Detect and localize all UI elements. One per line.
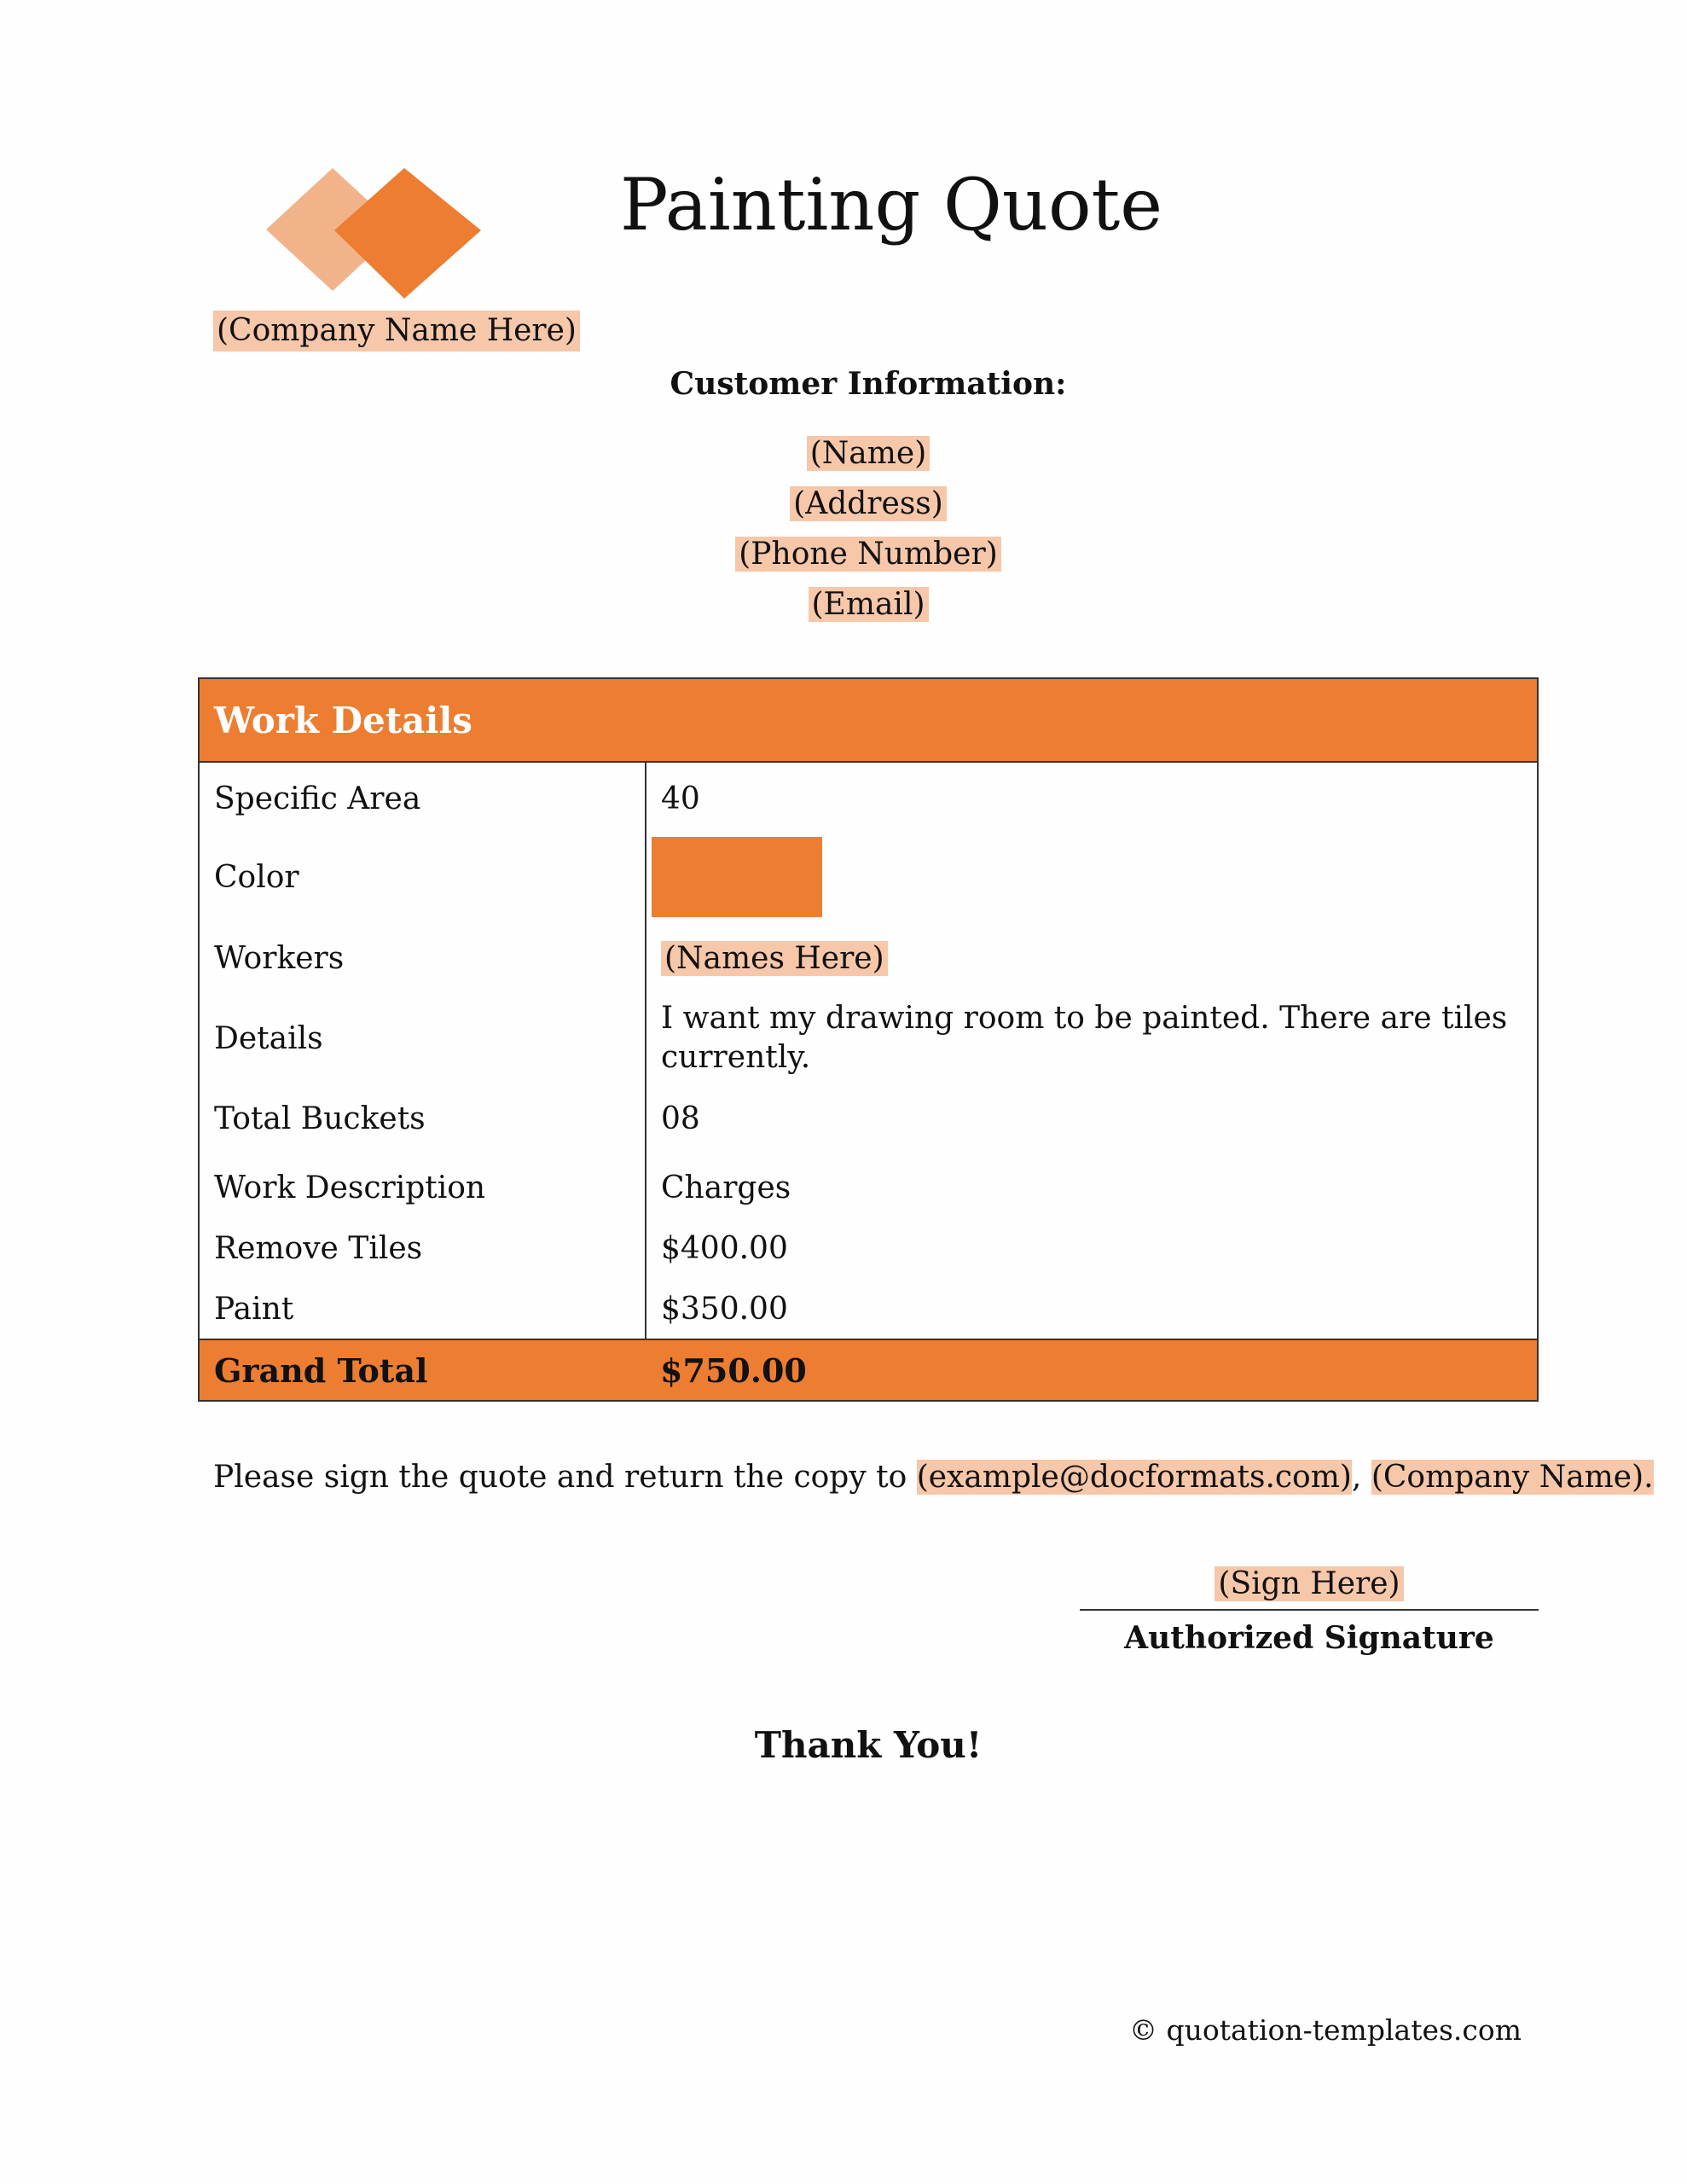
row-label: Workers xyxy=(199,919,646,997)
color-swatch[interactable] xyxy=(652,837,822,917)
table-row xyxy=(199,1218,1538,1279)
page-title: Painting Quote xyxy=(620,163,1162,247)
color-cell[interactable] xyxy=(646,835,1538,919)
table-row xyxy=(199,762,1538,835)
customer-info-block xyxy=(0,428,1687,630)
return-separator: , xyxy=(1351,1460,1371,1495)
customer-name-field[interactable]: (Name) xyxy=(807,436,930,471)
customer-phone-field[interactable]: (Phone Number) xyxy=(735,537,1001,572)
row-label: Work Description xyxy=(199,1158,646,1218)
row-label: Total Buckets xyxy=(199,1079,646,1158)
row-value[interactable]: 08 xyxy=(646,1079,1538,1158)
copyright-text: © quotation-templates.com xyxy=(1129,2013,1522,2047)
workers-field[interactable]: (Names Here) xyxy=(661,941,888,976)
table-row xyxy=(199,919,1538,997)
customer-address-field[interactable]: (Address) xyxy=(790,486,947,521)
row-value[interactable]: $350.00 xyxy=(646,1279,1538,1339)
row-label: Paint xyxy=(199,1279,646,1339)
grand-total-row xyxy=(199,1339,1538,1401)
row-value[interactable]: 40 xyxy=(646,762,1538,835)
sign-here-field[interactable]: (Sign Here) xyxy=(1215,1566,1403,1601)
customer-email-field[interactable]: (Email) xyxy=(809,587,929,622)
authorized-signature-label: Authorized Signature xyxy=(1124,1620,1494,1656)
table-row xyxy=(199,997,1538,1079)
signature-area xyxy=(1080,1563,1539,1606)
table-row xyxy=(199,1279,1538,1339)
row-value[interactable]: Charges xyxy=(646,1158,1538,1218)
row-value[interactable]: $400.00 xyxy=(646,1218,1538,1279)
table-row xyxy=(199,835,1538,919)
return-company-field[interactable]: (Company Name). xyxy=(1371,1460,1654,1495)
workers-cell xyxy=(646,919,1538,997)
return-email-field[interactable]: (example@docformats.com) xyxy=(916,1460,1352,1495)
row-label: Color xyxy=(199,835,646,919)
row-label: Remove Tiles xyxy=(199,1218,646,1279)
table-row xyxy=(199,1079,1538,1158)
customer-info-heading: Customer Information: xyxy=(670,366,1067,402)
return-prefix: Please sign the quote and return the copy to xyxy=(213,1460,917,1495)
signature-line xyxy=(1080,1609,1539,1611)
company-name-placeholder[interactable]: (Company Name Here) xyxy=(213,311,580,351)
work-details-table xyxy=(198,677,1539,1402)
row-value[interactable]: I want my drawing room to be painted. There are tiles currently. xyxy=(646,997,1538,1079)
grand-total-value: $750.00 xyxy=(646,1339,1538,1401)
thank-you-text: Thank You! xyxy=(754,1724,983,1766)
table-row xyxy=(199,1158,1538,1218)
grand-total-label: Grand Total xyxy=(199,1339,646,1401)
row-label: Details xyxy=(199,997,646,1079)
return-instructions xyxy=(213,1456,1654,1499)
row-label: Specific Area xyxy=(199,762,646,835)
work-details-heading: Work Details xyxy=(199,678,1538,762)
